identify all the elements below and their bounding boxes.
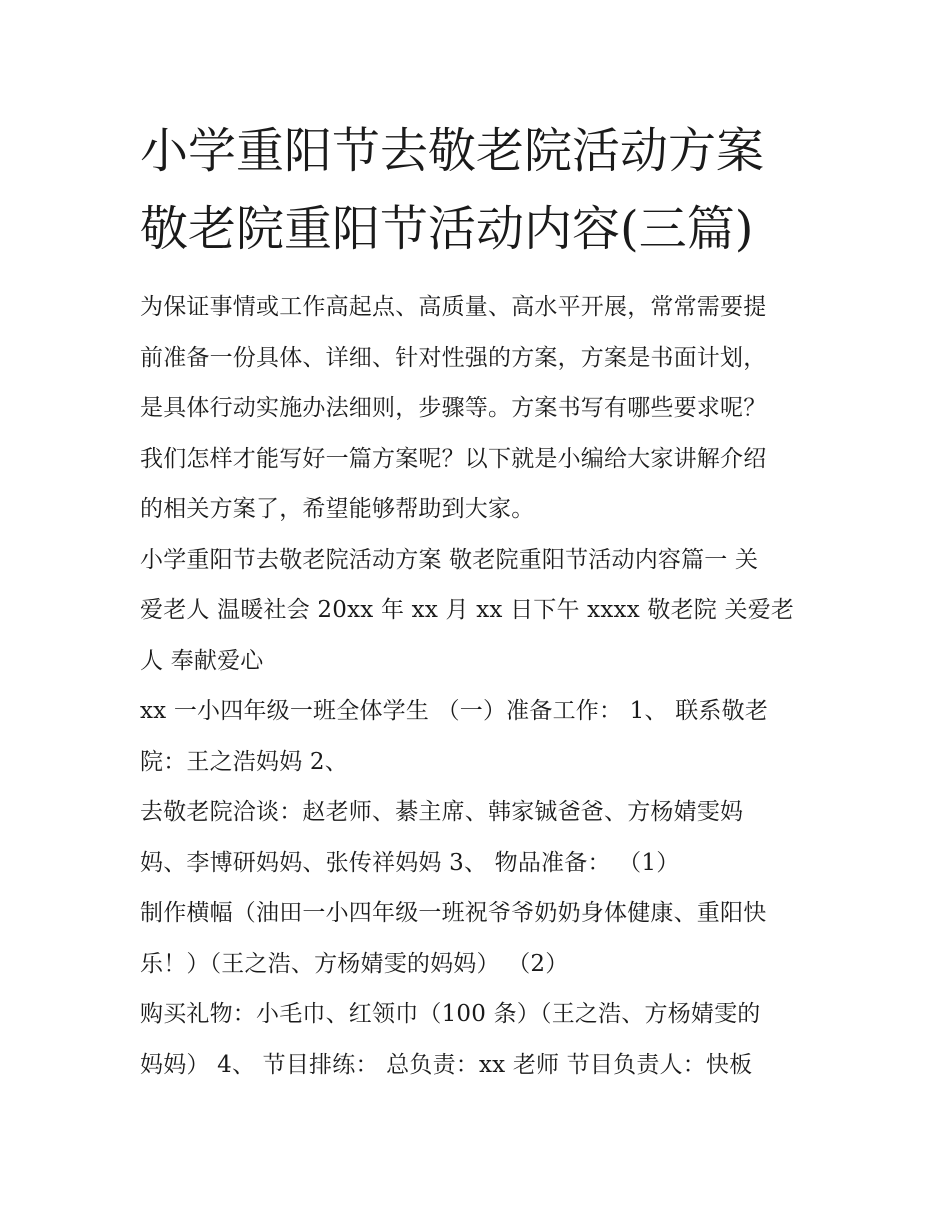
negotiation-paragraph (140, 787, 820, 888)
text-line: 是具体行动实施办法细则，步骤等。方案书写有哪些要求呢？ (140, 395, 767, 421)
text-line: 购买礼物：小毛巾、红领巾（100 条）（王之浩、方杨婧雯的 (140, 1001, 761, 1027)
gifts-paragraph (140, 989, 820, 1090)
banner-paragraph (140, 888, 820, 989)
text-line: 人 奉献爱心 (140, 647, 264, 674)
text-line: 小学重阳节去敬老院活动方案 敬老院重阳节活动内容篇一 关 (140, 546, 759, 573)
text-line: 我们怎样才能写好一篇方案呢？以下就是小编给大家讲解介绍 (140, 445, 767, 472)
title-line: 小学重阳节去敬老院活动方案 (140, 123, 765, 179)
text-line: 妈、李博研妈妈、张传祥妈妈 3、 物品准备： （1） (140, 849, 680, 876)
participants-paragraph (140, 686, 820, 787)
intro-paragraph (140, 282, 820, 535)
text-line: 的相关方案了，希望能够帮助到大家。 (140, 496, 535, 522)
text-line: 前准备一份具体、详细、针对性强的方案，方案是书面计划， (140, 344, 767, 371)
title-line: 敬老院重阳节活动内容(三篇) (140, 201, 754, 257)
text-line: 爱老人 温暖社会 20xx 年 xx 月 xx 日下午 xxxx 敬老院 关爱老 (140, 597, 795, 623)
text-line: 制作横幅（油田一小四年级一班祝爷爷奶奶身体健康、重阳快 (140, 900, 767, 926)
text-line: 去敬老院洽谈：赵老师、綦主席、韩家铖爸爸、方杨婧雯妈 (140, 799, 744, 825)
section-paragraph (140, 535, 820, 687)
document-body (140, 282, 820, 1090)
text-line: 院：王之浩妈妈 2、 (140, 748, 348, 775)
text-line: xx 一小四年级一班全体学生 （一）准备工作： 1、 联系敬老 (140, 698, 769, 724)
text-line: 乐！）（王之浩、方杨婧雯的妈妈） （2） (140, 950, 569, 977)
text-line: 妈妈） 4、 节目排练： 总负责：xx 老师 节目负责人：快板 (140, 1051, 753, 1078)
text-line: 为保证事情或工作高起点、高质量、高水平开展，常常需要提 (140, 294, 767, 320)
document-title (140, 112, 820, 268)
document-content (140, 112, 820, 1090)
